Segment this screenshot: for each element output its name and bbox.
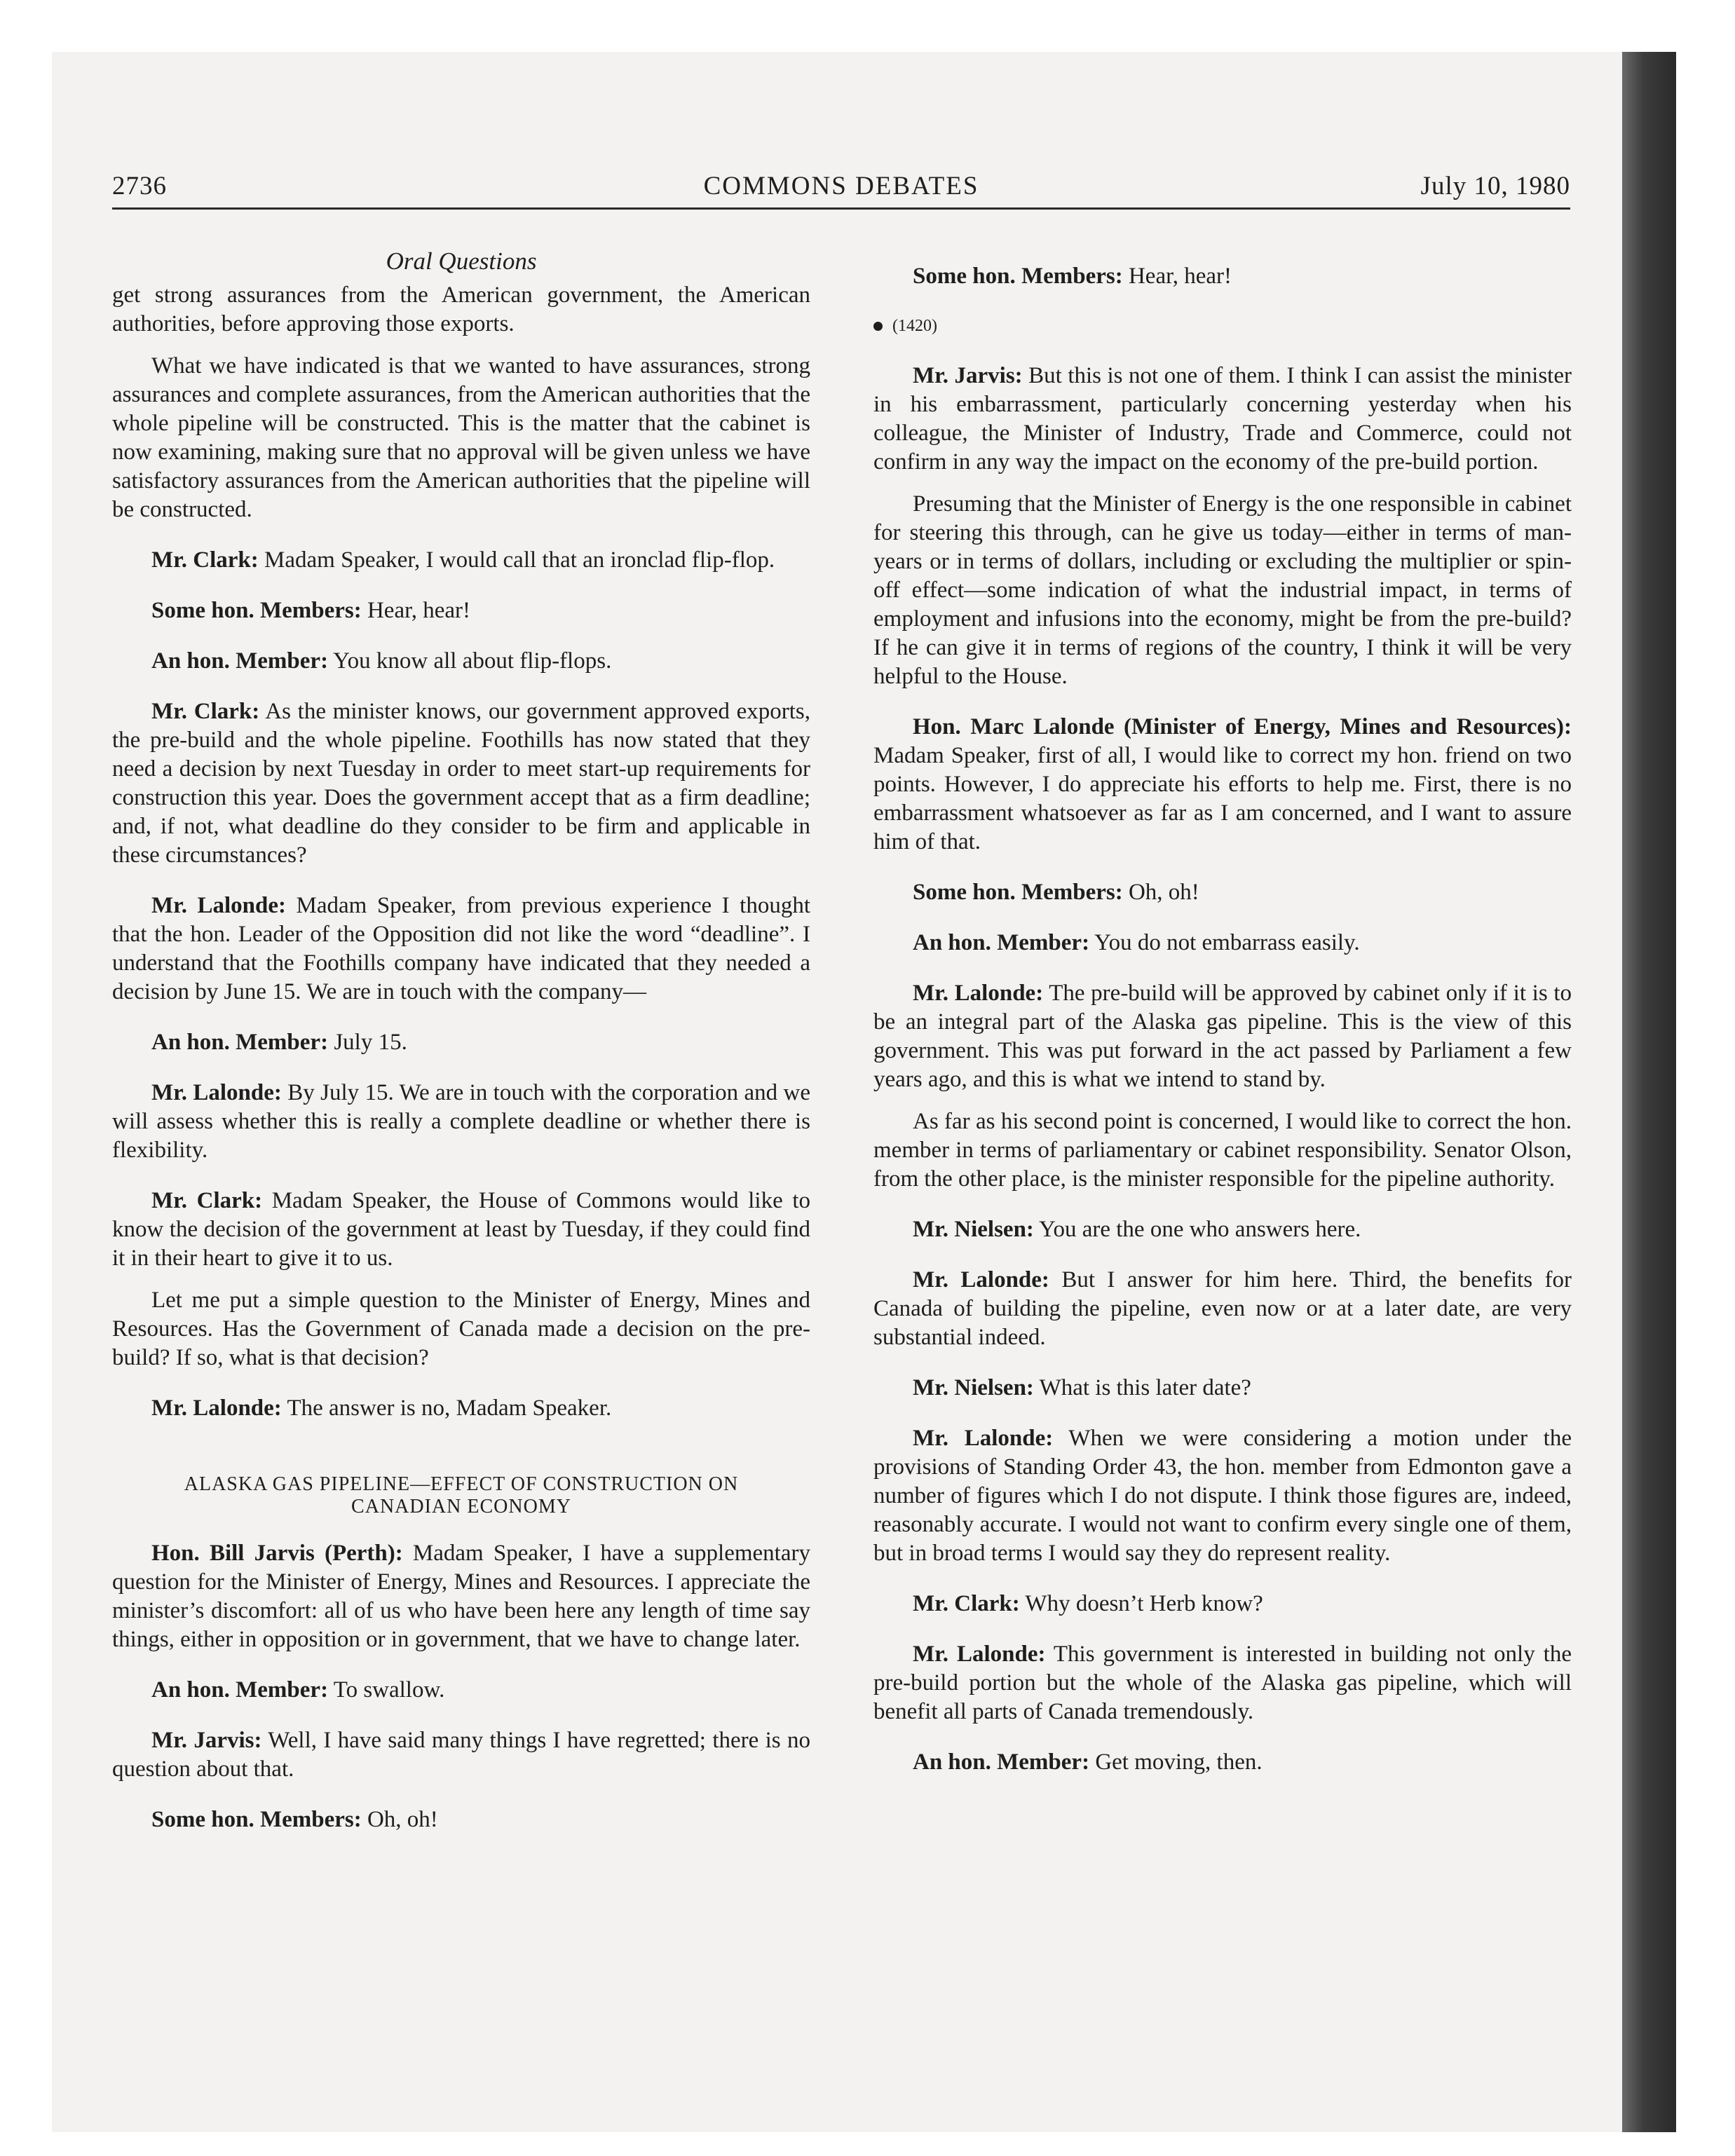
speech: Mr. Lalonde: When we were considering a motion under the provisions of Standing Order 43, the hon. member from Edmonton gave a number of figures which I do not dispute. I think those figures are, indeed, reasonably accurate. I would not want to confirm every single one of them, but in broad terms I would say they do represent reality. [873,1426,1572,1566]
speaker-name: An hon. Member: [151,1677,329,1703]
speaker-name: Hon. Bill Jarvis (Perth): [151,1541,403,1566]
speech: Some hon. Members: Oh, oh! [151,1807,438,1832]
speech: Some hon. Members: Hear, hear! [151,598,471,623]
speaker-name: Some hon. Members: [913,880,1123,905]
speaker-name: Some hon. Members: [151,1807,362,1832]
left-column [112,220,810,1848]
time-marker: (1420) [873,312,1572,341]
speaker-name: Mr. Jarvis: [151,1728,262,1753]
speech: Mr. Jarvis: Well, I have said many things I have regretted; there is no question about that. [112,1728,810,1782]
section-title: Oral Questions [386,247,537,275]
speech: Some hon. Members: Oh, oh! [913,880,1199,905]
speaker-name: Mr. Lalonde: [913,1267,1049,1292]
speech: Mr. Clark: As the minister knows, our government approved exports, the pre-build and the whole pipeline. Foothills has now stated that they need a decision by next Tuesday in order to meet start-up requirements for construction this year. Does the government accept that as a firm deadline; and, if not, what deadline do they consider to be firm and applicable in these circumstances? [112,699,810,868]
speaker-name: An hon. Member: [151,648,329,674]
speech: Mr. Clark: Madam Speaker, the House of Commons would like to know the decision of the government at least by Tuesday, if they could find it in their heart to give it to us. [112,1188,810,1271]
speaker-name: Mr. Nielsen: [913,1375,1034,1400]
speech: Mr. Clark: Why doesn’t Herb know? [913,1591,1263,1616]
page-number: 2736 [112,172,167,200]
speech: Mr. Lalonde: By July 15. We are in touch with the corporation and we will assess whether this is really a complete deadline or whether there is flexibility. [112,1080,811,1163]
bullet-icon [873,322,883,331]
header-rule [112,207,1570,210]
speech: Mr. Nielsen: You are the one who answers here. [913,1217,1361,1242]
speaker-name: Mr. Lalonde: [913,1426,1054,1451]
speaker-name: An hon. Member: [151,1030,329,1055]
speaker-name: Mr. Jarvis: [913,363,1023,388]
speech: An hon. Member: You know all about flip-flops. [151,648,612,674]
publication-title: COMMONS DEBATES [703,172,979,200]
speech: Mr. Jarvis: But this is not one of them. I think I can assist the minister in his embarrassment, particularly concerning yesterday when his colleague, the Minister of Industry, Trade and Commerce, could not confirm in any way the impact on the economy of the pre-build portion. [873,363,1572,475]
speaker-name: Mr. Clark: [151,1188,263,1213]
scan-edge-shadow [1622,52,1676,2132]
page-content [112,52,1570,2132]
speech: Mr. Clark: Madam Speaker, I would call that an ironclad flip-flop. [151,547,775,573]
paragraph: get strong assurances from the American government, the American authorities, before approving those exports. [112,282,810,336]
publication-date: July 10, 1980 [1420,172,1570,200]
speaker-name: Mr. Lalonde: [151,1396,282,1421]
speech: Mr. Lalonde: The answer is no, Madam Speaker. [151,1396,612,1421]
speaker-name: An hon. Member: [913,930,1090,955]
speech: Mr. Lalonde: This government is interested in building not only the pre-build portion but the whole of the Alaska gas pipeline, which will benefit all parts of Canada tremendously. [873,1642,1572,1724]
paragraph: Presuming that the Minister of Energy is the one responsible in cabinet for steering this through, can he give us today—either in terms of man-years or in terms of dollars, including or excluding the multiplier or spin-off effect—some indication of what the industrial impact, in terms of employment and infusions into the economy, might be from the pre-build? If he can give it in terms of regions of the country, I think it will be very helpful to the House. [873,491,1572,689]
speaker-name: Mr. Clark: [913,1591,1020,1616]
speaker-name: Mr. Lalonde: [151,1080,282,1105]
speech: Mr. Lalonde: But I answer for him here. Third, the benefits for Canada of building the pipeline, even now or at a later date, are very substantial indeed. [873,1267,1572,1350]
right-column [873,262,1572,1790]
speaker-name: Hon. Marc Lalonde (Minister of Energy, Mines and Resources): [913,714,1572,739]
speaker-name: Mr. Lalonde: [913,1642,1046,1667]
speech: An hon. Member: You do not embarrass easily. [913,930,1360,955]
speaker-name: Some hon. Members: [913,264,1123,289]
speaker-name: Some hon. Members: [151,598,362,623]
speaker-name: Mr. Lalonde: [151,893,287,918]
paragraph: What we have indicated is that we wanted to have assurances, strong assurances and complete assurances, from the American authorities that the whole pipeline will be constructed. This is the matter that the cabinet is now examining, making sure that no approval will be given unless we have satisfactory assurances from the American authorities that the pipeline will be constructed. [112,353,810,522]
subject-heading: ALASKA GAS PIPELINE—EFFECT OF CONSTRUCTION ON CANADIAN ECONOMY [184,1473,739,1517]
speaker-name: Mr. Lalonde: [913,981,1044,1006]
speech: An hon. Member: Get moving, then. [913,1749,1263,1775]
paragraph: Let me put a simple question to the Minister of Energy, Mines and Resources. Has the Government of Canada made a decision on the pre-build? If so, what is that decision? [112,1288,810,1370]
speech: Hon. Bill Jarvis (Perth): Madam Speaker, I have a supplementary question for the Minister of Energy, Mines and Resources. I appreciate the minister’s discomfort: all of us who have been here any length of time say things, either in opposition or in government, that we have to change later. [112,1541,810,1652]
speaker-name: Mr. Clark: [151,699,260,724]
speaker-name: Mr. Clark: [151,547,259,573]
speaker-name: Mr. Nielsen: [913,1217,1034,1242]
scanned-page [52,52,1676,2132]
paragraph: As far as his second point is concerned, I would like to correct the hon. member in terms of parliamentary or cabinet responsibility. Senator Olson, from the other place, is the minister responsible for the pipeline authority. [873,1109,1572,1192]
speech: Hon. Marc Lalonde (Minister of Energy, Mines and Resources): Madam Speaker, first of all, I would like to correct my hon. friend on two points. However, I do appreciate his efforts to help me. First, there is no embarrassment whatsoever as far as I am concerned, and I want to assure him of that. [873,714,1572,854]
speaker-name: An hon. Member: [913,1749,1090,1775]
speech: An hon. Member: To swallow. [151,1677,445,1703]
speech: An hon. Member: July 15. [151,1030,407,1055]
speech: Mr. Nielsen: What is this later date? [913,1375,1251,1400]
speech: Some hon. Members: Hear, hear! [913,264,1232,289]
speech: Mr. Lalonde: Madam Speaker, from previous experience I thought that the hon. Leader of the Opposition did not like the word “deadline”. I understand that the Foothills company have indicated that they needed a decision by June 15. We are in touch with the company— [112,893,810,1004]
speech: Mr. Lalonde: The pre-build will be approved by cabinet only if it is to be an integral part of the Alaska gas pipeline. This is the view of this government. This was put forward in the act passed by Parliament a few years ago, and this is what we intend to stand by. [873,981,1572,1092]
